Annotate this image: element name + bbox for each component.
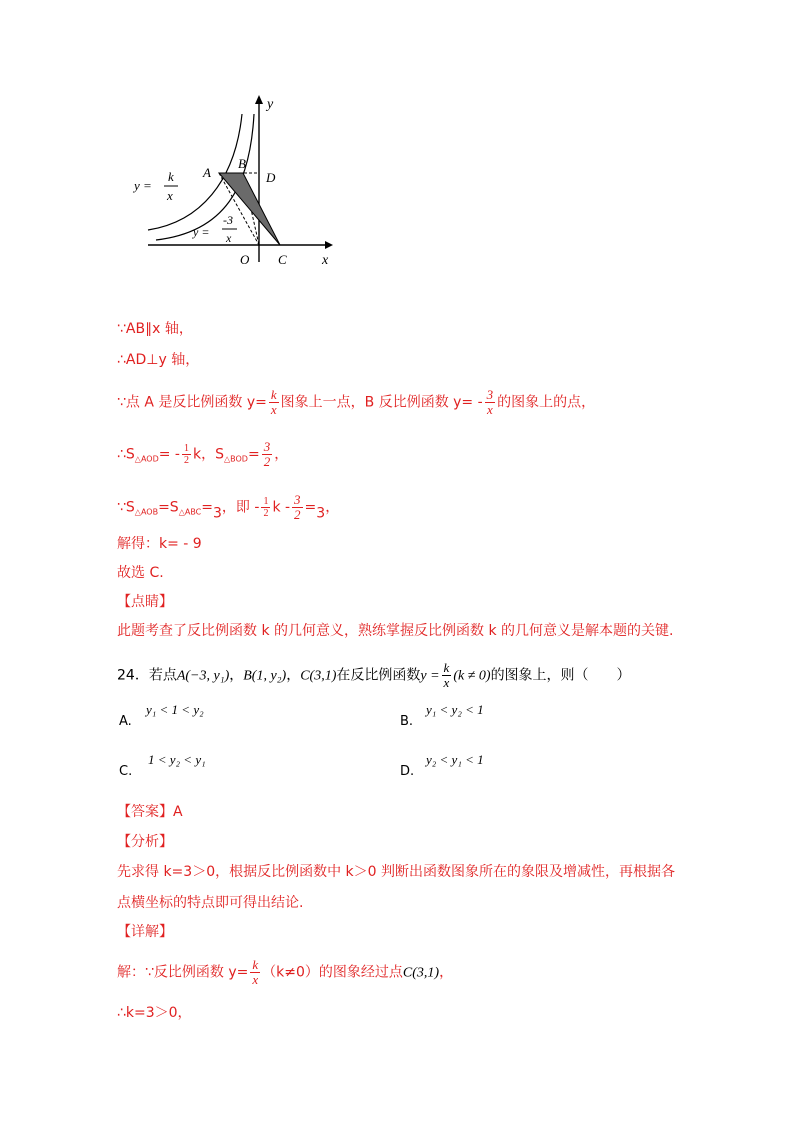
solution-line-2: ∴AD⊥y 轴， (117, 352, 200, 368)
detail-fraction-k-x: $\frac{k}{x}$ (252, 957, 259, 987)
l3-fraction-k-x: $\frac{k}{x}$ (270, 387, 277, 417)
curve2-lhs: y = (193, 225, 210, 239)
option-d-letter[interactable]: D. (400, 764, 415, 779)
option-b-math[interactable]: y₁ < y₂ < 1 (426, 702, 484, 717)
label-a: A (203, 165, 211, 180)
l3-b: 图象上一点，B 反比例函数 y= - (280, 394, 483, 411)
label-d: D (266, 170, 276, 185)
l5-fraction-1-2: $\frac{1}{2}$ (263, 496, 269, 519)
x-axis-arrow (325, 241, 333, 249)
solution-heading-dianjing: 【点睛】 (117, 594, 173, 610)
solution-line-9: 此题考查了反比例函数 k 的几何意义，熟练掌握反比例函数 k 的几何意义是解本题的关键. (117, 623, 674, 639)
solution-line-4: $\therefore S_{\triangle AOD}=$ - $\frac{1}{2}$ k，$S_{\triangle BOD}=$ $\frac{3}{2}$ ， (117, 439, 289, 469)
l5-fraction-3-2: $\frac{3}{2}$ (294, 492, 301, 522)
label-y-axis: y (267, 97, 274, 112)
curve2-num: -3 (223, 213, 233, 227)
label-x-axis: x (322, 253, 329, 268)
label-b: B (238, 156, 246, 171)
option-d-math[interactable]: y₂ < y₁ < 1 (426, 752, 484, 767)
solution-line-1: ∵AB∥x 轴， (117, 321, 193, 337)
solution-line-7: 故选 C. (117, 565, 164, 581)
detail-heading: 【详解】 (117, 924, 173, 940)
analysis-line-1: 先求得 k=3＞0，根据反比例函数中 k＞0 判断出函数图象所在的象限及增减性，再根据各 (117, 864, 676, 880)
l3-c: 的图象上的点， (497, 394, 596, 411)
l4-fraction-3-2: $\frac{3}{2}$ (263, 439, 271, 469)
l3-a: ∵点 A 是反比例函数 y= (117, 394, 267, 411)
y-axis-arrow (255, 95, 263, 104)
detail-line-2: ∴k=3＞0， (117, 1005, 192, 1021)
option-c-letter[interactable]: C. (119, 764, 133, 779)
solution-line-3 (117, 388, 595, 417)
solution-line-6: 解得：k= - 9 (117, 536, 202, 552)
q24-fraction-k-x: $\frac{k}{x}$ (443, 660, 450, 690)
option-a-math[interactable]: y₁ < 1 < y₂ (146, 702, 204, 717)
label-c: C (278, 252, 287, 267)
curve2-den: x (226, 231, 232, 245)
detail-line-1: 解：∵反比例函数 y= $\frac{k}{x}$ （k≠0）的图象经过点C(3,1)， (117, 957, 454, 987)
analysis-heading: 【分析】 (117, 834, 173, 850)
question-24-stem: 24．若点A(−3, y₁)，B(1, y₂)，C(3,1)在反比例函数y = $\frac{k}{x}$ (k ≠ 0)的图象上，则（ ） (117, 660, 631, 690)
option-a-letter[interactable]: A. (119, 714, 132, 729)
curve1-lhs: y = (134, 178, 152, 193)
inverse-function-figure (130, 92, 340, 272)
curve1-num: k (168, 169, 174, 184)
label-o: O (240, 252, 250, 267)
option-b-letter[interactable]: B. (400, 714, 414, 729)
l4-fraction-1-2: $\frac{1}{2}$ (183, 443, 189, 466)
curve1-den: x (167, 188, 173, 203)
solution-line-5: $\because S_{\triangle AOB}=S_{\triangle ABC}=3$，即 - $\frac{1}{2}$ k - $\frac{3}{2}$ =3， (117, 492, 340, 522)
analysis-line-2: 点横坐标的特点即可得出结论. (117, 895, 304, 911)
option-c-math[interactable]: 1 < y₂ < y₁ (148, 752, 206, 767)
answer-line: 【答案】A (117, 804, 183, 820)
l3-fraction-3-x: $\frac{3}{x}$ (486, 387, 494, 417)
